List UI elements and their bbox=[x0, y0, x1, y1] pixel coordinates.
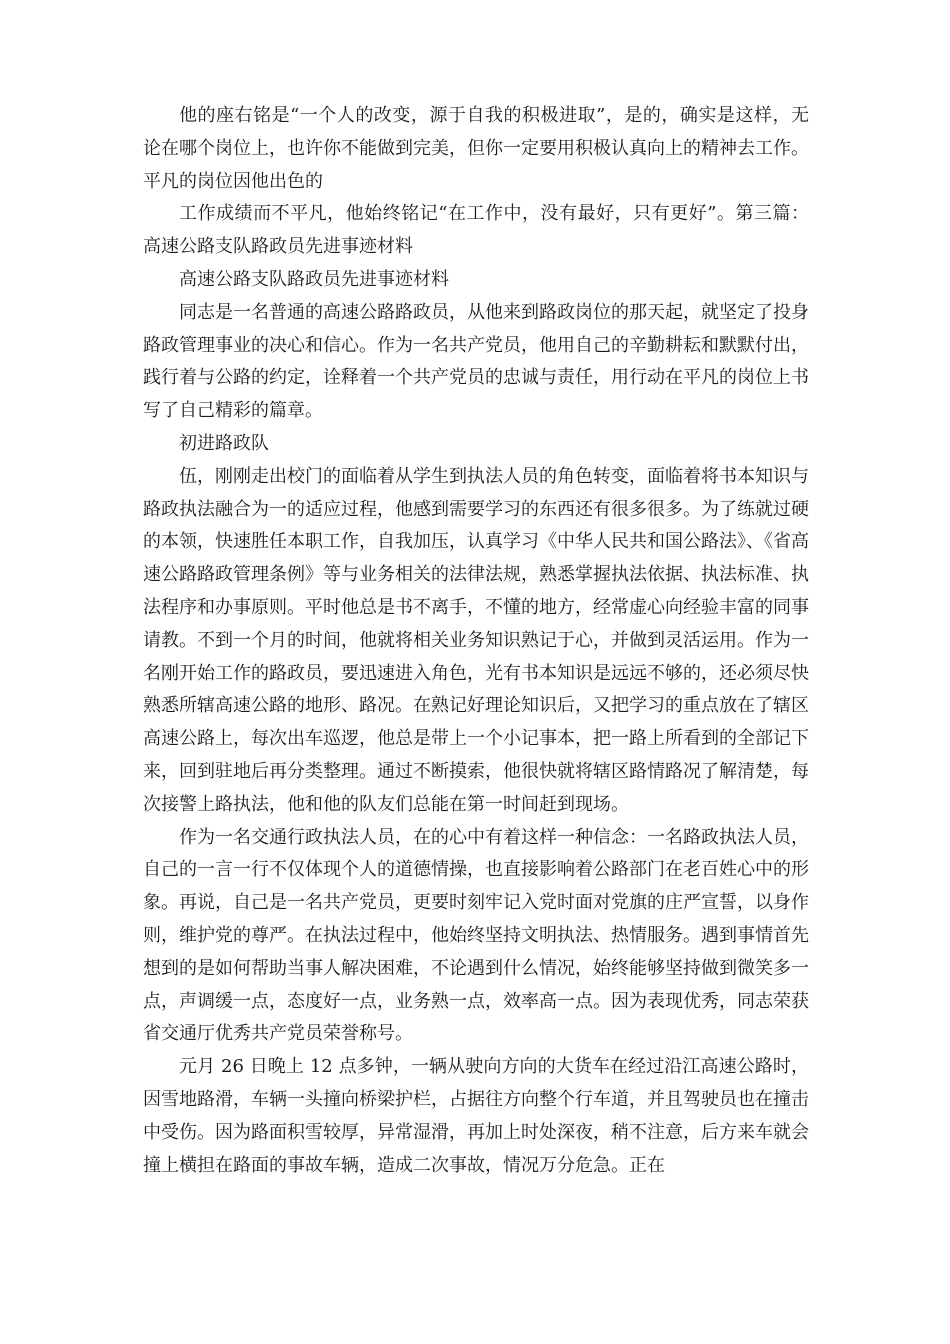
paragraph: 同志是一名普通的高速公路路政员，从他来到路政岗位的那天起，就坚定了投身路政管理事业的决心和信心。作为一名共产党员，他用自己的辛勤耕耘和默默付出，践行着与公路的约定，诠释着一个共产党员的忠诚与责任，用行动在平凡的岗位上书写了自己精彩的篇章。 bbox=[143, 301, 809, 422]
paragraph: 元月 26 日晚上 12 点多钟，一辆从驶向方向的大货车在经过沿江高速公路时，因雪地路滑，车辆一头撞向桥梁护栏，占据往方向整个行车道，并且驾驶员也在撞击中受伤。因为路面积雪较厚，异常湿滑，再加上时处深夜，稍不注意，后方来车就会撞上横担在路面的事故车辆，造成二次事故，情况万分危急。正在 bbox=[143, 1056, 809, 1176]
paragraph: 伍，刚刚走出校门的面临着从学生到执法人员的角色转变，面临着将书本知识与路政执法融合为一的适应过程，他感到需要学习的东西还有很多很多。为了练就过硬的本领，快速胜任本职工作，自我加压，认真学习《中华人民共和国公路法》、《省高速公路路政管理条例》等与业务相关的法律法规，熟悉掌握执法依据、执法标准、执法程序和办事原则。平时他总是书不离手，不懂的地方，经常虚心向经验丰富的同事请教。不到一个月的时间，他就将相关业务知识熟记于心，并做到灵活运用。作为一名刚开始工作的路政员，要迅速进入角色，光有书本知识是远远不够的，还必须尽快熟悉所辖高速公路的地形、路况。在熟记好理论知识后，又把学习的重点放在了辖区高速公路上，每次出车巡逻，他总是带上一个小记事本，把一路上所看到的全部记下来，回到驻地后再分类整理。通过不断摸索，他很快就将辖区路情路况了解清楚，每次接警上路执法，他和他的队友们总能在第一时间赶到现场。 bbox=[143, 465, 809, 815]
paragraph: 他的座右铭是“一个人的改变，源于自我的积极进取”，是的，确实是这样，无论在哪个岗位上，也许你不能做到完美，但你一定要用积极认真向上的精神去工作。平凡的岗位因他出色的 bbox=[143, 105, 809, 192]
section-heading: 高速公路支队路政员先进事迹材料 bbox=[179, 268, 449, 290]
document-body bbox=[143, 100, 809, 1182]
subsection-heading: 初进路政队 bbox=[179, 432, 269, 454]
paragraph: 作为一名交通行政执法人员，在的心中有着这样一种信念：一名路政执法人员，自己的一言一行不仅体现个人的道德情操，也直接影响着公路部门在老百姓心中的形象。再说，自己是一名共产党员，更要时刻牢记入党时面对党旗的庄严宣誓，以身作则，维护党的尊严。在执法过程中，他始终坚持文明执法、热情服务。遇到事情首先想到的是如何帮助当事人解决困难，不论遇到什么情况，始终能够坚持做到微笑多一点，声调缓一点，态度好一点，业务熟一点，效率高一点。因为表现优秀，同志荣获省交通厅优秀共产党员荣誉称号。 bbox=[143, 826, 809, 1045]
paragraph: 工作成绩而不平凡，他始终铭记“在工作中，没有最好，只有更好”。第三篇：高速公路支队路政员先进事迹材料 bbox=[143, 203, 809, 258]
